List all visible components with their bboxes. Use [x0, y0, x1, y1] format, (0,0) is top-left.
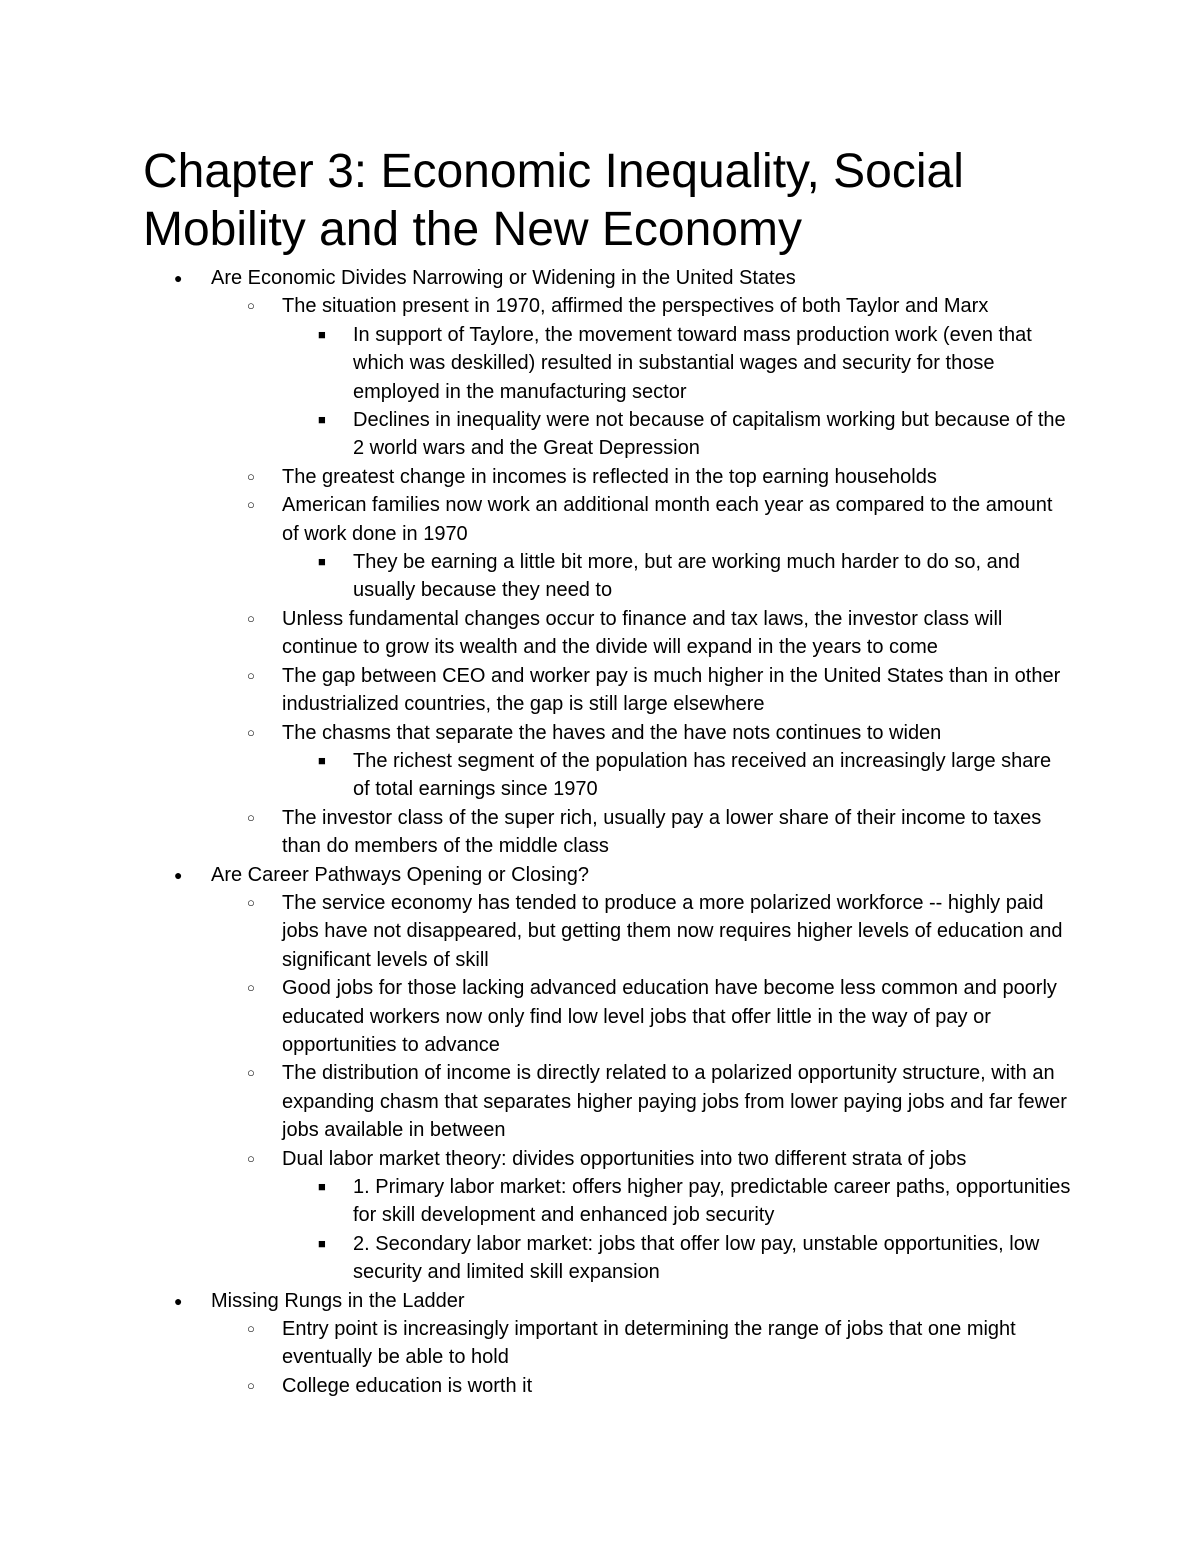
- outline-item-text: Declines in inequality were not because of capitalism working but because of the 2 world wars and the Great Depression: [353, 409, 1066, 460]
- outline-item-text: The greatest change in incomes is reflected in the top earning households: [282, 465, 937, 488]
- outline-item-text: The chasms that separate the haves and the have nots continues to widen: [282, 721, 942, 744]
- bullet-circle-icon: ○: [247, 1065, 255, 1081]
- outline-item-level-3: [0, 1173, 1200, 1230]
- outline-item-text: Are Economic Divides Narrowing or Widening in the United States: [211, 267, 796, 289]
- outline-item-text: Entry point is increasingly important in determining the range of jobs that one might eventually be able to hold: [282, 1318, 1016, 1369]
- bullet-square-icon: ■: [318, 752, 326, 768]
- outline-item-text: In support of Taylore, the movement toward mass production work (even that which was deskilled) resulted in substantial wages and security for those employed in the manufacturing sector: [353, 323, 1032, 403]
- outline-item-text: Dual labor market theory: divides opportunities into two different strata of jobs: [282, 1147, 967, 1170]
- bullet-circle-icon: ○: [247, 298, 255, 314]
- outline-item-level-2: [0, 804, 1200, 861]
- outline-item-level-2: [0, 463, 1200, 491]
- outline-item-level-2: [0, 292, 1200, 320]
- bullet-square-icon: ■: [318, 412, 326, 428]
- outline-item-text: American families now work an additional month each year as compared to the amount of work done in 1970: [282, 494, 1053, 545]
- outline-item-text: The situation present in 1970, affirmed the perspectives of both Taylor and Marx: [282, 295, 989, 318]
- outline-item-level-3: [0, 406, 1200, 463]
- bullet-circle-icon: ○: [247, 468, 255, 484]
- outline-item-text: The service economy has tended to produce a more polarized workforce -- highly paid jobs have not disappeared, but getting them now requires higher levels of education and significant levels of skill: [282, 891, 1063, 971]
- bullet-circle-icon: ○: [247, 667, 255, 683]
- outline-item-level-3: [0, 321, 1200, 406]
- bullet-circle-icon: ○: [247, 809, 255, 825]
- bullet-square-icon: ■: [318, 1235, 326, 1251]
- bullet-dot-icon: ●: [174, 866, 183, 883]
- outline-item-level-2: [0, 974, 1200, 1059]
- bullet-square-icon: ■: [318, 326, 326, 342]
- outline-item-text: Missing Rungs in the Ladder: [211, 1289, 465, 1312]
- outline-item-text: They be earning a little bit more, but are working much harder to do so, and usually because they need to: [353, 551, 1021, 602]
- outline-item-level-3: [0, 548, 1200, 605]
- outline-item-level-1: [0, 264, 1200, 292]
- page-title: Chapter 3: Economic Inequality, Social Mobility and the New Economy: [143, 145, 964, 256]
- outline-item-level-1: [0, 861, 1200, 889]
- outline-item-text: 1. Primary labor market: offers higher pay, predictable career paths, opportunities for skill development and enhanced job security: [353, 1176, 1071, 1227]
- outline-item-text: The investor class of the super rich, usually pay a lower share of their income to taxes than do members of the middle class: [282, 806, 1042, 858]
- bullet-dot-icon: ●: [174, 270, 183, 286]
- bullet-circle-icon: ○: [247, 894, 255, 910]
- bullet-circle-icon: ○: [247, 1150, 255, 1166]
- outline-item-level-2: [0, 1059, 1200, 1144]
- outline-item-level-1: [0, 1287, 1200, 1315]
- outline-item-level-2: [0, 491, 1200, 548]
- outline-item-text: 2. Secondary labor market: jobs that offer low pay, unstable opportunities, low security and limited skill expansion: [353, 1232, 1040, 1284]
- bullet-circle-icon: ○: [247, 1321, 255, 1337]
- outline-item-level-2: [0, 605, 1200, 662]
- bullet-dot-icon: ●: [174, 1292, 183, 1309]
- bullet-circle-icon: ○: [247, 497, 255, 513]
- bullet-square-icon: ■: [318, 554, 326, 570]
- bullet-circle-icon: ○: [247, 1377, 255, 1393]
- outline-item-text: College education is worth it: [282, 1374, 533, 1397]
- outline-item-level-2: [0, 1372, 1200, 1400]
- outline-item-text: Good jobs for those lacking advanced education have become less common and poorly educated workers now only find low level jobs that offer little in the way of pay or opportunities to advance: [282, 977, 1057, 1056]
- outline-item-level-3: [0, 747, 1200, 804]
- outline-item-level-2: [0, 889, 1200, 974]
- outline-item-text: The richest segment of the population has received an increasingly large share of total earnings since 1970: [353, 749, 1052, 801]
- outline-item-level-2: [0, 1145, 1200, 1173]
- bullet-circle-icon: ○: [247, 980, 255, 996]
- outline-item-level-2: [0, 662, 1200, 719]
- outline-item-text: The distribution of income is directly related to a polarized opportunity structure, with an expanding chasm that separates higher paying jobs from lower paying jobs and far fewer jobs available in between: [282, 1062, 1067, 1142]
- bullet-circle-icon: ○: [247, 610, 255, 626]
- outline-item-text: Unless fundamental changes occur to finance and tax laws, the investor class will continue to grow its wealth and the divide will expand in the years to come: [282, 607, 1003, 659]
- outline-item-level-2: [0, 719, 1200, 747]
- notes-outline: [0, 264, 1200, 1400]
- outline-item-text: Are Career Pathways Opening or Closing?: [211, 863, 589, 886]
- bullet-circle-icon: ○: [247, 724, 255, 740]
- outline-item-text: The gap between CEO and worker pay is much higher in the United States than in other industrialized countries, the gap is still large elsewhere: [282, 664, 1061, 716]
- bullet-square-icon: ■: [318, 1179, 326, 1194]
- outline-item-level-3: [0, 1230, 1200, 1287]
- outline-item-level-2: [0, 1315, 1200, 1372]
